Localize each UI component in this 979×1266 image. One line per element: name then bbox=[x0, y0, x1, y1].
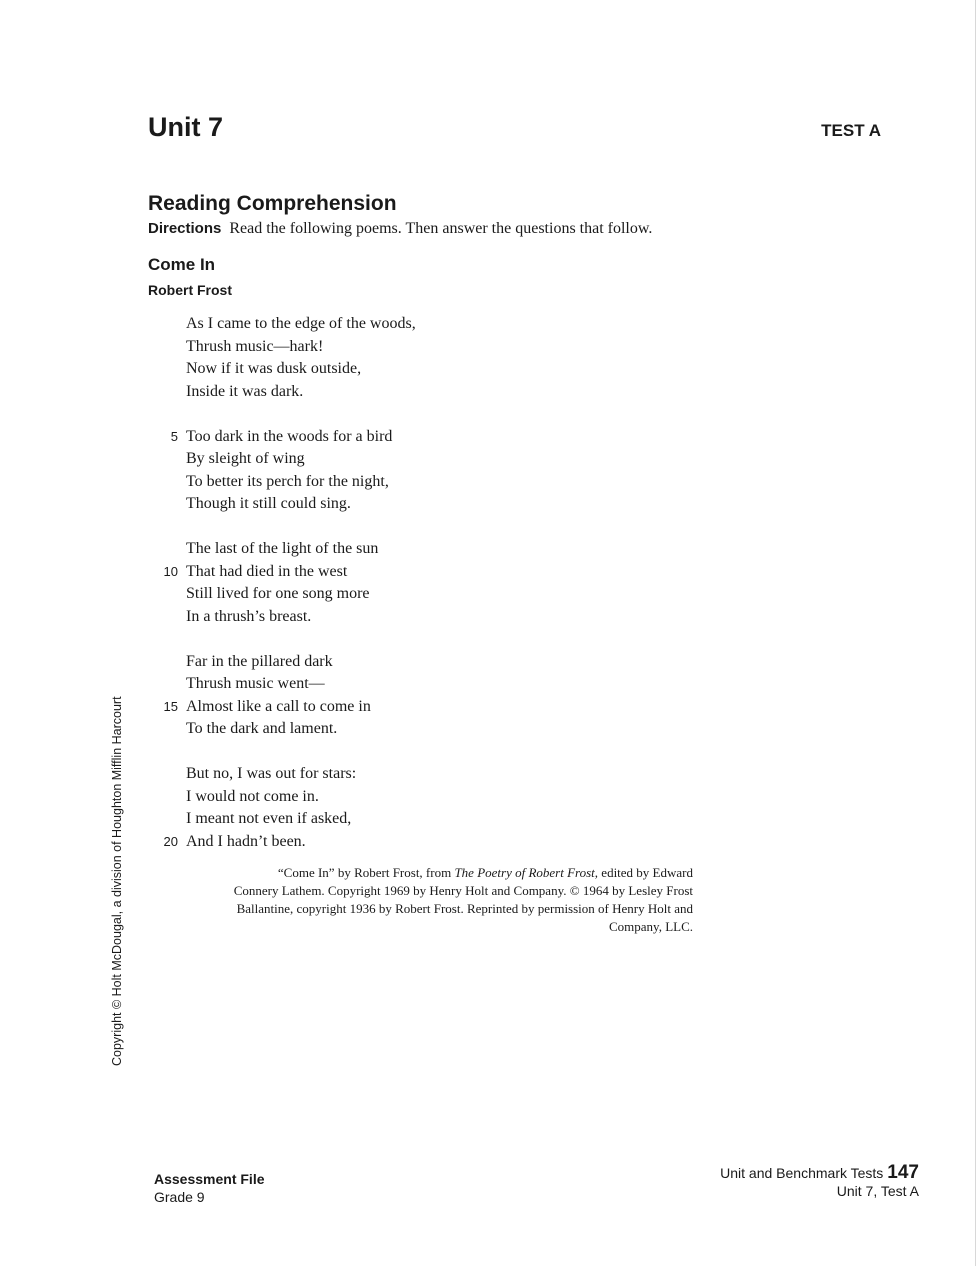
poem-line bbox=[186, 583, 606, 606]
line-text: In a thrush’s breast. bbox=[186, 607, 312, 625]
poem-line bbox=[163, 561, 606, 584]
directions bbox=[148, 220, 652, 238]
line-text: Far in the pillared dark bbox=[186, 652, 333, 670]
poem-line bbox=[186, 538, 606, 561]
footer-left bbox=[154, 1170, 265, 1206]
line-text: I would not come in. bbox=[186, 787, 319, 805]
poem-line bbox=[186, 651, 606, 674]
directions-label: Directions bbox=[148, 220, 222, 237]
section-heading: Reading Comprehension bbox=[148, 192, 397, 215]
line-text: As I came to the edge of the woods, bbox=[186, 315, 416, 332]
poem-line bbox=[163, 696, 606, 719]
line-text: To the dark and lament. bbox=[186, 720, 338, 737]
credit-book-title: The Poetry of Robert Frost, bbox=[454, 865, 599, 880]
poem-line bbox=[186, 718, 606, 741]
line-text: Thrush music went— bbox=[186, 675, 325, 692]
poem-line bbox=[186, 808, 606, 831]
poem-line bbox=[186, 381, 606, 404]
line-text: Thrush music—hark! bbox=[186, 337, 324, 355]
stanza bbox=[170, 426, 606, 516]
line-text: But no, I was out for stars: bbox=[186, 765, 357, 782]
poem-author: Robert Frost bbox=[148, 282, 232, 298]
line-text: Now if it was dusk outside, bbox=[186, 360, 362, 377]
poem-line bbox=[186, 606, 606, 629]
poem-line bbox=[186, 358, 606, 381]
line-text: I meant not even if asked, bbox=[186, 810, 352, 827]
credit-part-1: “Come In” by Robert Frost, from bbox=[277, 865, 455, 880]
stanza bbox=[163, 538, 606, 628]
footer-left-sub: Grade 9 bbox=[154, 1189, 205, 1205]
line-text: Still lived for one song more bbox=[186, 585, 370, 602]
footer-right-title: Unit and Benchmark Tests bbox=[720, 1165, 884, 1181]
line-text: And I hadn’t been. bbox=[186, 832, 306, 850]
footer-right-sub: Unit 7, Test A bbox=[836, 1183, 919, 1199]
poem-line bbox=[186, 673, 606, 696]
footer-right bbox=[720, 1164, 919, 1200]
page-edge-line bbox=[975, 0, 976, 1266]
line-text: The last of the light of the sun bbox=[186, 540, 379, 557]
test-label: TEST A bbox=[821, 121, 881, 140]
line-text: To better its perch for the night, bbox=[186, 472, 389, 490]
unit-title: Unit 7 bbox=[148, 112, 224, 142]
page-number: 147 bbox=[887, 1162, 919, 1183]
poem-line bbox=[170, 426, 606, 449]
stanza bbox=[163, 763, 606, 853]
poem-line bbox=[186, 471, 606, 494]
line-number: 10 bbox=[163, 563, 178, 579]
line-text: Though it still could sing. bbox=[186, 495, 351, 512]
poem-line bbox=[186, 763, 606, 786]
line-number: 5 bbox=[170, 428, 178, 444]
line-text: By sleight of wing bbox=[186, 450, 305, 467]
line-number: 15 bbox=[163, 698, 178, 714]
poem-line bbox=[186, 313, 606, 336]
poem-title: Come In bbox=[148, 255, 216, 274]
line-text: Too dark in the woods for a bird bbox=[186, 427, 393, 445]
poem-body bbox=[163, 313, 606, 876]
line-text: Inside it was dark. bbox=[186, 382, 304, 400]
permissions-credit bbox=[230, 864, 693, 936]
credit-part-2: edited by Edward Connery Lathem. Copyright 1969 by Henry Holt and Company. © 1964 by Lesley Frost Ballantine, copyright 1936 by Robert Frost. Reprinted by permission of Henry Holt and Company, LLC. bbox=[233, 865, 693, 934]
directions-text: Read the following poems. Then answer the questions that follow. bbox=[229, 220, 653, 237]
line-number: 20 bbox=[163, 833, 178, 849]
poem-line bbox=[186, 786, 606, 809]
line-text: Almost like a call to come in bbox=[186, 697, 371, 715]
poem-line bbox=[163, 831, 606, 854]
side-copyright: Copyright © Holt McDougal, a division of Houghton Mifflin Harcourt bbox=[110, 696, 124, 1066]
poem-line bbox=[186, 493, 606, 516]
stanza bbox=[163, 651, 606, 741]
stanza bbox=[186, 313, 606, 403]
poem-line bbox=[186, 448, 606, 471]
line-text: That had died in the west bbox=[186, 562, 348, 580]
footer-left-title: Assessment File bbox=[154, 1171, 265, 1187]
poem-line bbox=[186, 336, 606, 359]
